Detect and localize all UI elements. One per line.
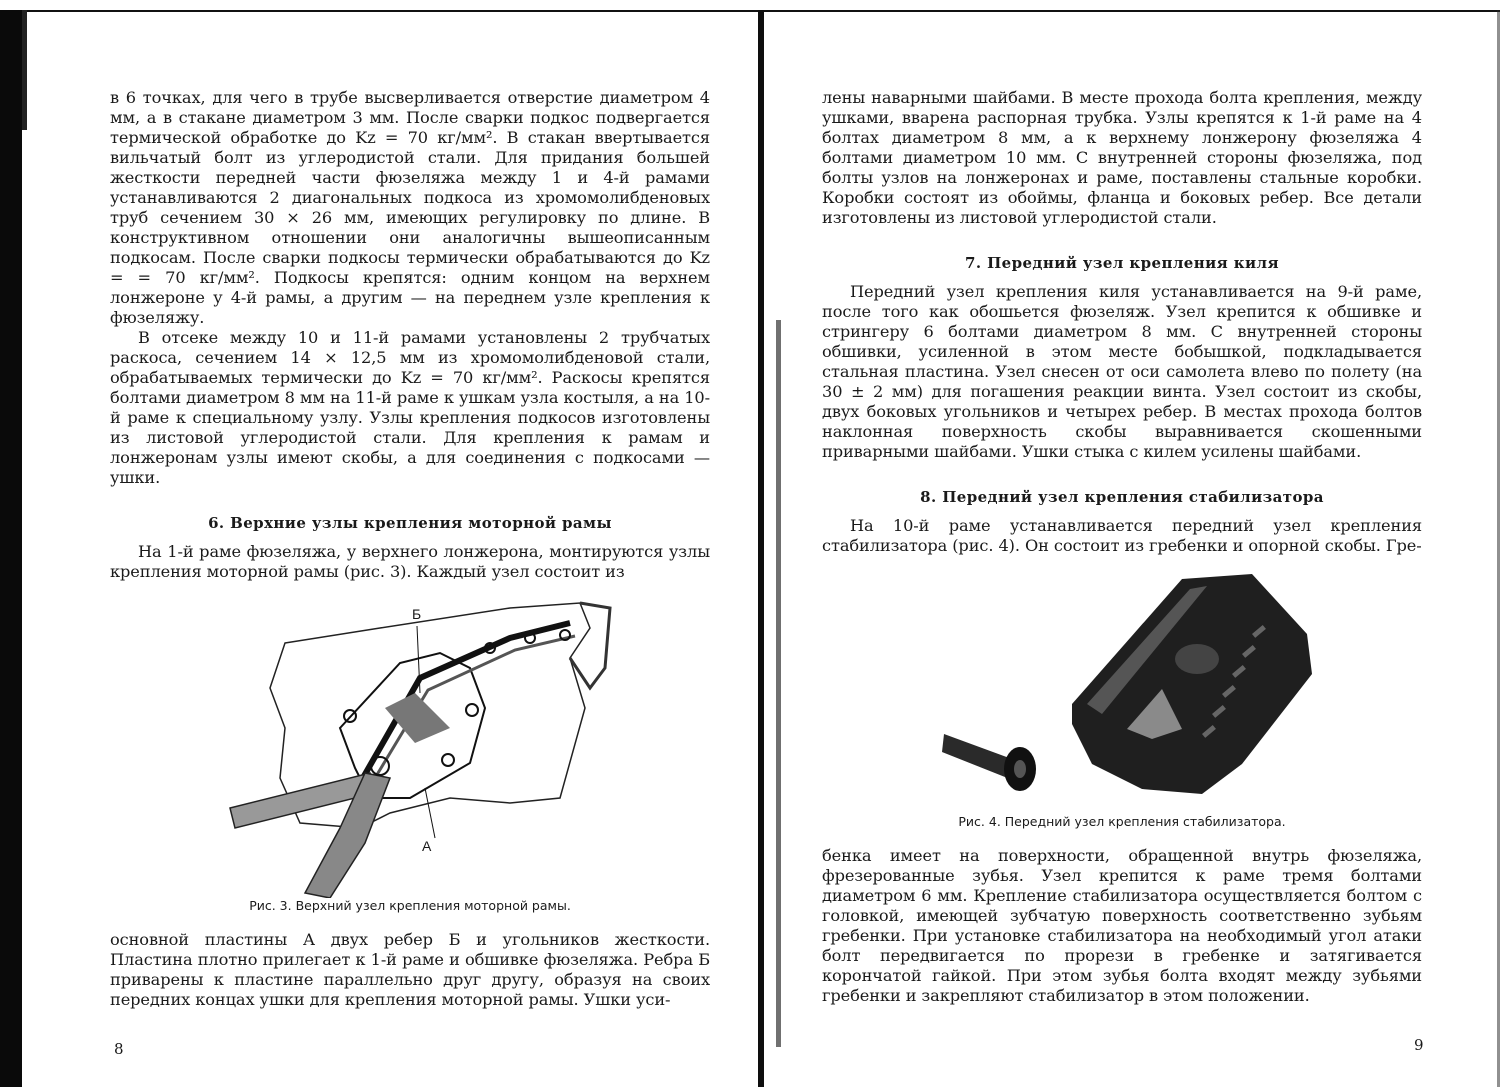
left-paragraph-2: В отсеке между 10 и 11-й рамами установлены 2 трубчатых раскоса, сечением 14 × 12,5 мм из хромомолибденовой стали, обрабатываемых термически до Kz = 70 кг/мм². Раскосы крепятся болтами диаметром 8 мм на 11-й раме к ушкам узла костыля, а на 10-й раме к специальному узлу. Узлы крепления подкосов изготовлены из листовой углеродистой стали. Для крепления к рамам и лонжеронам узлы имеют скобы, а для соединения с подкосами — ушки. [110,328,710,487]
scan-left-edge [0,10,22,1087]
figure-3-caption: Рис. 3. Верхний узел крепления моторной рамы. [249,898,571,913]
book-spine-shadow [776,320,781,1047]
left-paragraph-1: в 6 точках, для чего в трубе высверливается отверстие диаметром 4 мм, а в стакане диаметром 3 мм. После сварки подкос подвергается термической обработке до Kz = 70 кг/мм². В стакан ввертывается вильчатый болт из углеродистой стали. Для придания большей жесткости передней части фюзеляжа между 1 и 4-й рамами устанавливаются 2 диагональных подкоса из хромомолибденовых труб сечением 30 × 26 мм, имеющих регулировку по длине. В конструктивном отношении они аналогичны вышеописанным подкосам. После сварки подкосы термически обрабатываются до Kz = = 70 кг/мм². Подкосы крепятся: одним концом на верхнем лонжероне у 4-й рамы, а другим — на переднем узле крепления к фюзеляжу. [110,88,710,327]
section-heading-8: 8. Передний узел крепления стабилизатора [920,488,1324,506]
section-heading-7: 7. Передний узел крепления киля [965,254,1279,272]
left-paragraph-3: На 1-й раме фюзеляжа, у верхнего лонжерона, монтируются узлы крепления моторной рамы (рис. 3). Каждый узел состоит из [110,542,710,581]
figure-4-photo [922,564,1342,804]
section-heading-6: 6. Верхние узлы крепления моторной рамы [208,514,612,532]
figure-3-label-a: А [422,838,432,854]
scan-top-border [10,10,1500,12]
left-page [110,88,710,1010]
right-paragraph-3: На 10-й раме устанавливается передний узел крепления стабилизатора (рис. 4). Он состоит из гребенки и опорной скобы. Гре- [822,516,1422,555]
page-number-right: 9 [1414,1036,1424,1054]
page-number-left: 8 [114,1040,124,1058]
right-paragraph-2: Передний узел крепления киля устанавливается на 9-й раме, после того как обошьется фюзеляж. Узел крепится к обшивке и стрингеру 6 болтами диаметром 8 мм. С внутренней стороны обшивки, усиленной в этом месте бобышкой, подкладывается стальная пластина. Узел снесен от оси самолета влево по полету (на 30 ± 2 мм) для погашения реакции винта. Узел состоит из скобы, двух боковых угольников и четырех ребер. В местах прохода болтов наклонная поверхность скобы выравнивается скошенными приварными шайбами. Ушки стыка с килем усилены шайбами. [822,282,1422,461]
figure-3-label-b: Б [412,606,422,622]
left-paragraph-4: основной пластины А двух ребер Б и угольников жесткости. Пластина плотно прилегает к 1-й раме и обшивке фюзеляжа. Ребра Б приварены к пластине параллельно друг другу, образуя на своих передних концах ушки для крепления моторной рамы. Ушки уси- [110,930,710,1009]
figure-4 [822,564,1422,864]
figure-4-caption: Рис. 4. Передний узел крепления стабилизатора. [958,814,1286,829]
figure-3-drawing [210,598,630,898]
book-spine [758,10,764,1087]
right-page [822,88,1422,1006]
scan-left-edge-shadow [22,10,27,130]
right-paragraph-4: бенка имеет на поверхности, обращенной внутрь фюзеляжа, фрезерованные зубья. Узел крепится к раме тремя болтами диаметром 6 мм. Крепление стабилизатора осуществляется болтом с головкой, имеющей зубчатую поверхность соответственно зубьям гребенки. При установке стабилизатора на необходимый угол атаки болт передвигается по прорези в гребенке и затягивается корончатой гайкой. При этом зубья болта входят между зубьями гребенки и закрепляют стабилизатор в этом положении. [822,846,1422,1005]
right-paragraph-1: лены наварными шайбами. В месте прохода болта крепления, между ушками, вварена распорная трубка. Узлы крепятся к 1-й раме на 4 болтах диаметром 8 мм, а к верхнему лонжерону фюзеляжа 4 болтами диаметром 10 мм. С внутренней стороны фюзеляжа, под болты узлов на лонжеронах и раме, поставлены стальные коробки. Коробки состоят из обоймы, фланца и боковых ребер. Все детали изготовлены из листовой углеродистой стали. [822,88,1422,227]
figure-3 [110,598,710,918]
